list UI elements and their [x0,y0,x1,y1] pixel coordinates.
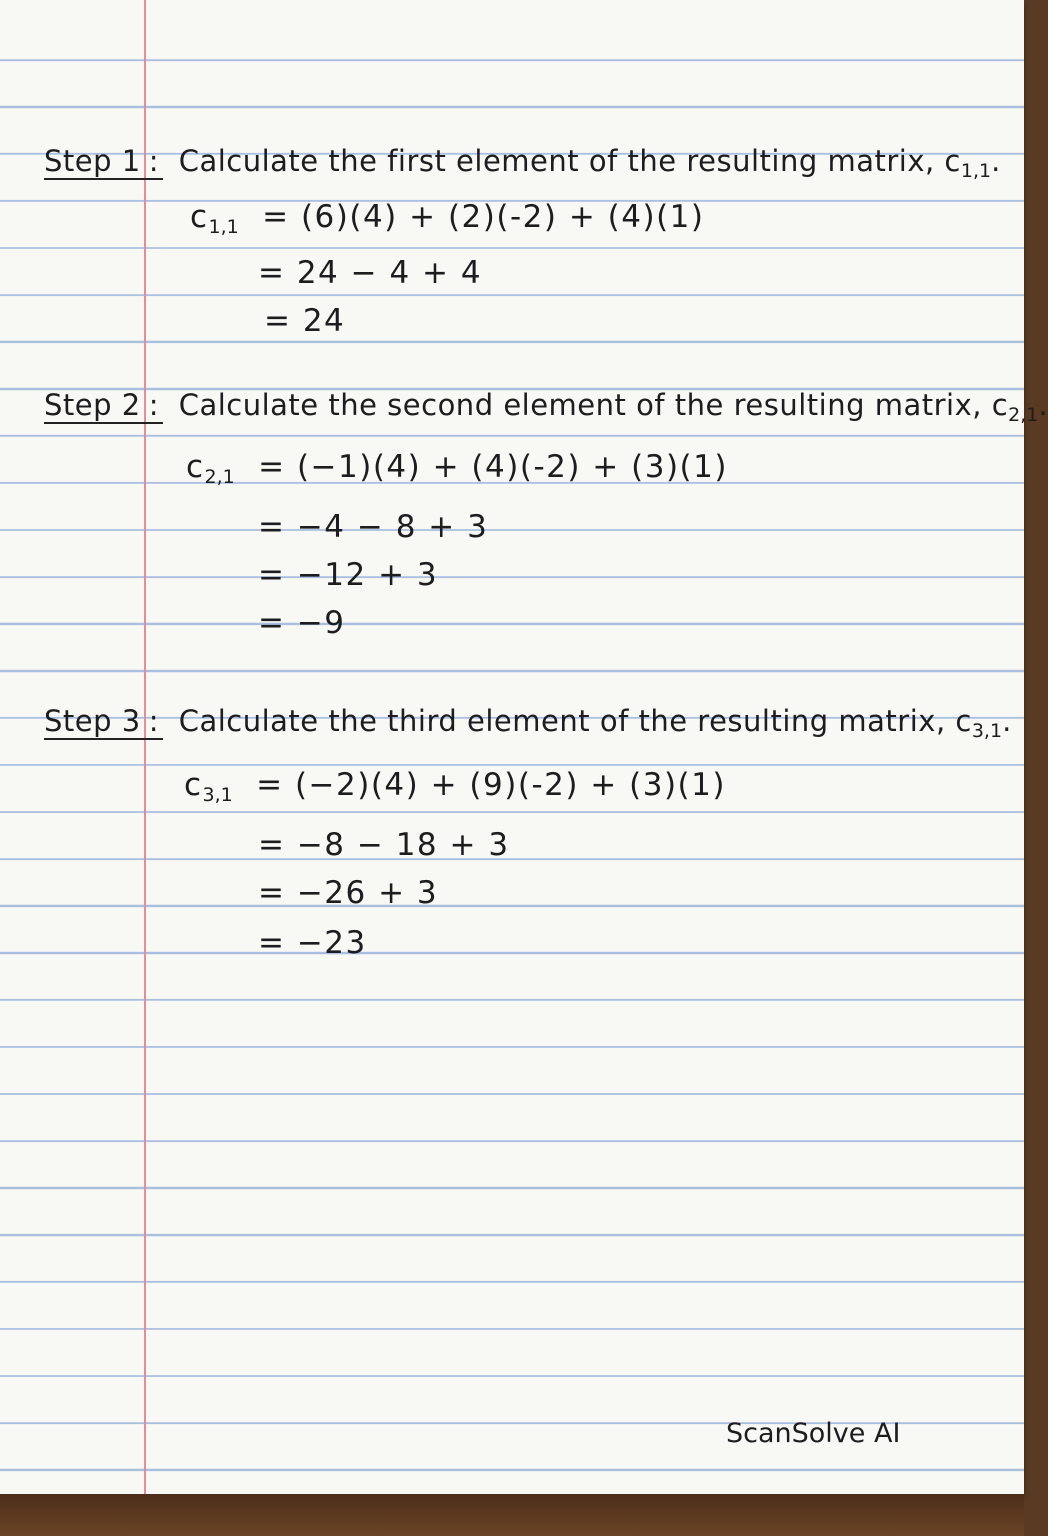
watermark: ScanSolve AI [726,1418,901,1449]
step-3-text: Calculate the third element of the resulting matrix, [178,704,946,738]
step-2-line-1: = (−1)(4) + (4)(-2) + (3)(1) [258,449,728,485]
step-1-equation [190,200,704,244]
step-3-line-4: = −23 [258,925,367,961]
step-1-label: Step 1 : [44,144,163,180]
step-2-equation [186,450,728,494]
step-3-line-2: = −8 − 18 + 3 [258,827,510,863]
step-2-heading [44,388,1048,432]
step-1-variable: $c_{1,1}$. [944,144,1001,182]
step-2-lhs: $c_{2,1}$ [186,449,235,488]
step-2-variable: $c_{2,1}$. [991,388,1048,426]
step-2-text: Calculate the second element of the resulting matrix, [178,388,982,422]
step-2-line-4: = −9 [258,605,346,641]
step-3-line-3: = −26 + 3 [258,875,439,911]
step-2-line-2: = −4 − 8 + 3 [258,509,489,545]
step-1-line-3: = 24 [264,303,346,339]
step-3-lhs: $c_{3,1}$ [184,767,233,806]
step-3-variable: $c_{3,1}$. [955,704,1012,742]
step-3-label: Step 3 : [44,704,163,740]
step-1-line-1: = (6)(4) + (2)(-2) + (4)(1) [262,199,705,235]
step-1-lhs: $c_{1,1}$ [190,199,239,238]
step-2-label: Step 2 : [44,388,163,424]
step-2-line-3: = −12 + 3 [258,557,439,593]
desk-surface [0,1494,1024,1536]
step-1-text: Calculate the first element of the resulting matrix, [178,144,935,178]
step-1-heading [44,144,1001,188]
step-3-line-1: = (−2)(4) + (9)(-2) + (3)(1) [256,767,726,803]
step-1-line-2: = 24 − 4 + 4 [258,255,483,291]
step-3-equation [184,768,726,812]
step-3-heading [44,704,1012,748]
